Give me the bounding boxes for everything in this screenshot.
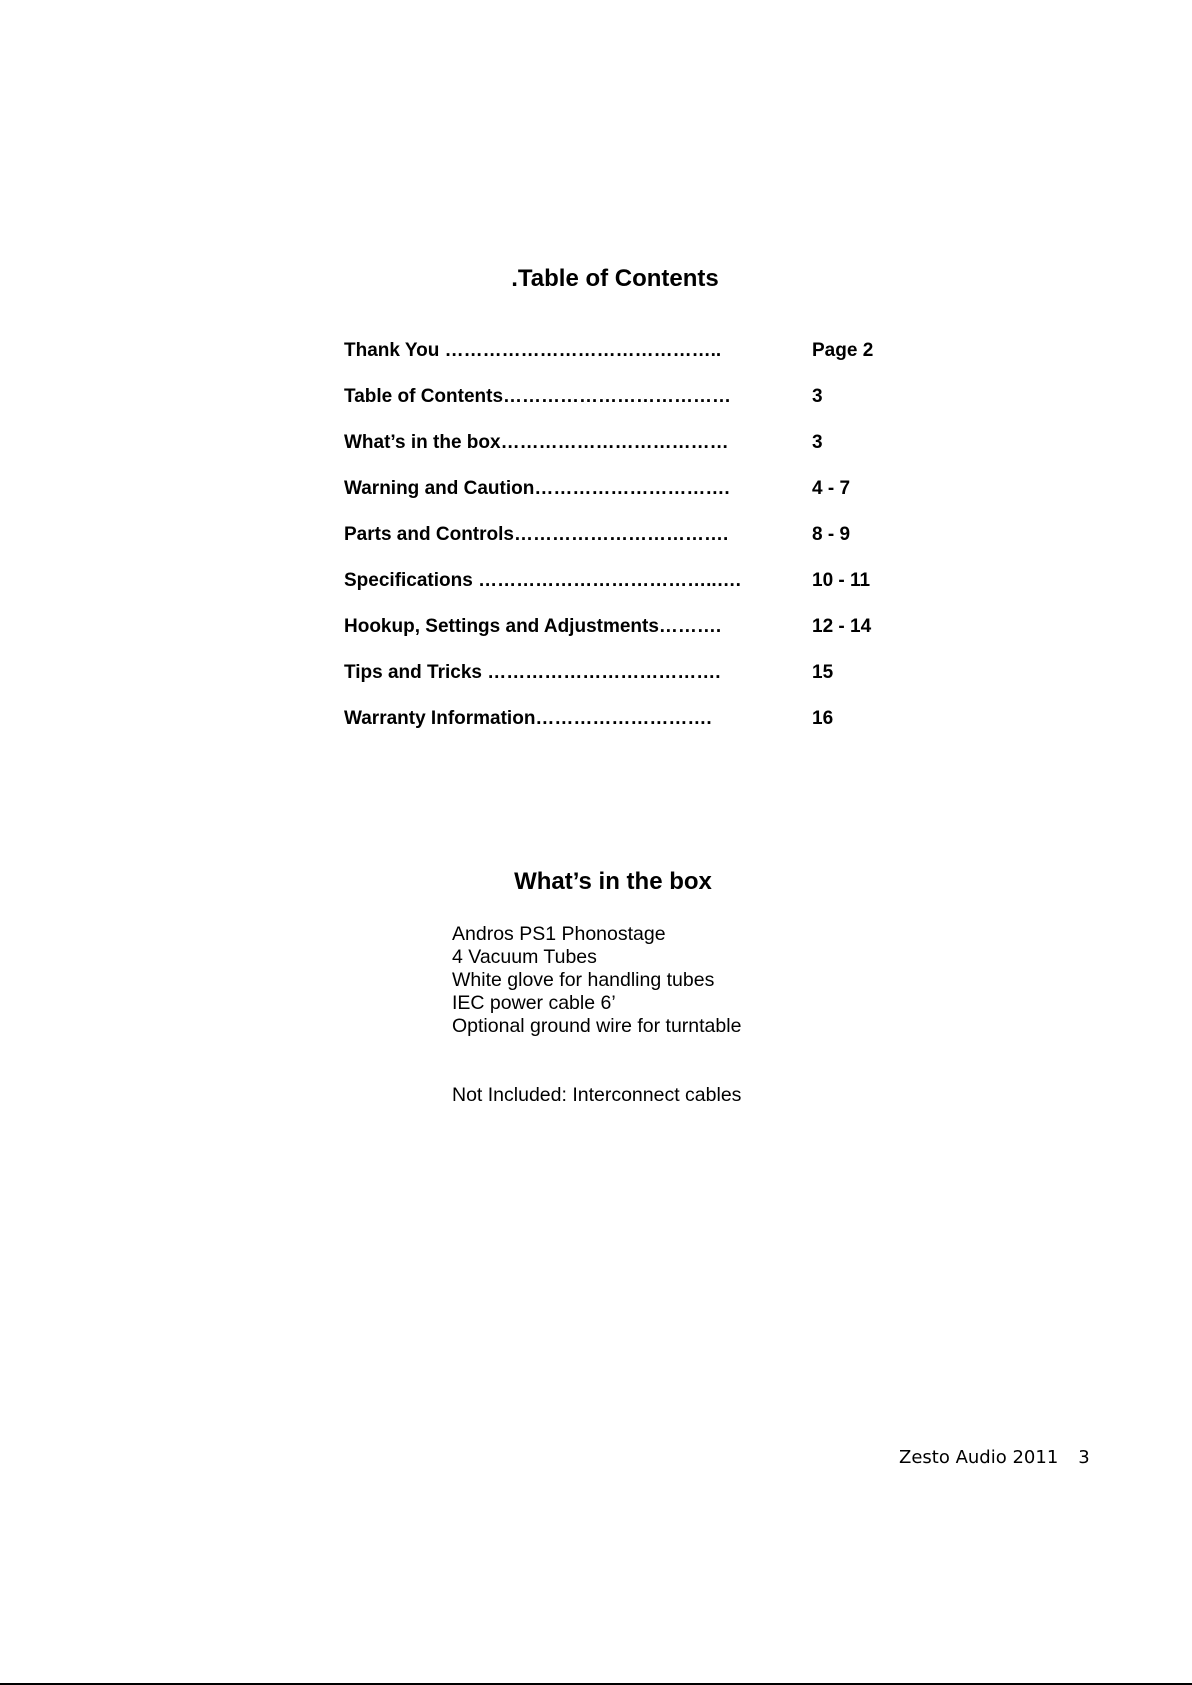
page-number: 3: [1078, 1447, 1090, 1468]
toc-row: [344, 567, 904, 613]
toc-row: [344, 475, 904, 521]
toc-row: [344, 383, 904, 429]
toc-entry-title: Parts and Controls…………………………….: [344, 524, 729, 545]
footer-text: Zesto Audio 2011: [899, 1447, 1059, 1468]
box-contents-item: Optional ground wire for turntable: [452, 1015, 742, 1037]
toc-entry-title: Hookup, Settings and Adjustments……….: [344, 616, 722, 637]
toc-entry-page: 12 - 14: [812, 616, 872, 637]
toc-entry-page: 3: [812, 432, 823, 453]
not-included-note: Not Included: Interconnect cables: [452, 1084, 742, 1106]
toc-row: [344, 521, 904, 567]
toc-entry-page: 3: [812, 386, 823, 407]
toc-entry-page: 8 - 9: [812, 524, 851, 545]
toc-row: [344, 659, 904, 705]
box-contents-list: [452, 923, 741, 1038]
toc-entry-title: Warranty Information……………………….: [344, 708, 712, 729]
toc-row: [344, 613, 904, 659]
toc-row: [344, 705, 904, 751]
toc-entry-title: Thank You ……………………………………..: [344, 340, 722, 361]
toc-entry-title: What’s in the box………………………………: [344, 432, 729, 453]
box-contents-item: 4 Vacuum Tubes: [452, 946, 597, 968]
box-contents-item: Andros PS1 Phonostage: [452, 923, 666, 945]
toc-entry-page: 10 - 11: [812, 570, 871, 591]
toc-entry-page: 4 - 7: [812, 478, 851, 499]
box-contents-heading: What’s in the box: [514, 868, 712, 895]
toc-entry-page: 16: [812, 708, 834, 729]
toc-entry-title: Warning and Caution………………………….: [344, 478, 730, 499]
toc-row: [344, 337, 904, 383]
toc-list: [344, 337, 904, 751]
box-contents-item: IEC power cable 6’: [452, 992, 616, 1014]
box-contents-item: White glove for handling tubes: [452, 969, 715, 991]
page-footer: [899, 1446, 1090, 1470]
toc-heading: .Table of Contents: [511, 265, 719, 292]
toc-entry-title: Specifications ………………………………..….: [344, 570, 741, 591]
toc-entry-page: Page 2: [812, 340, 874, 361]
toc-entry-title: Tips and Tricks ……………………………….: [344, 662, 721, 683]
toc-entry-title: Table of Contents………………………………: [344, 386, 732, 407]
toc-entry-page: 15: [812, 662, 834, 683]
toc-row: [344, 429, 904, 475]
